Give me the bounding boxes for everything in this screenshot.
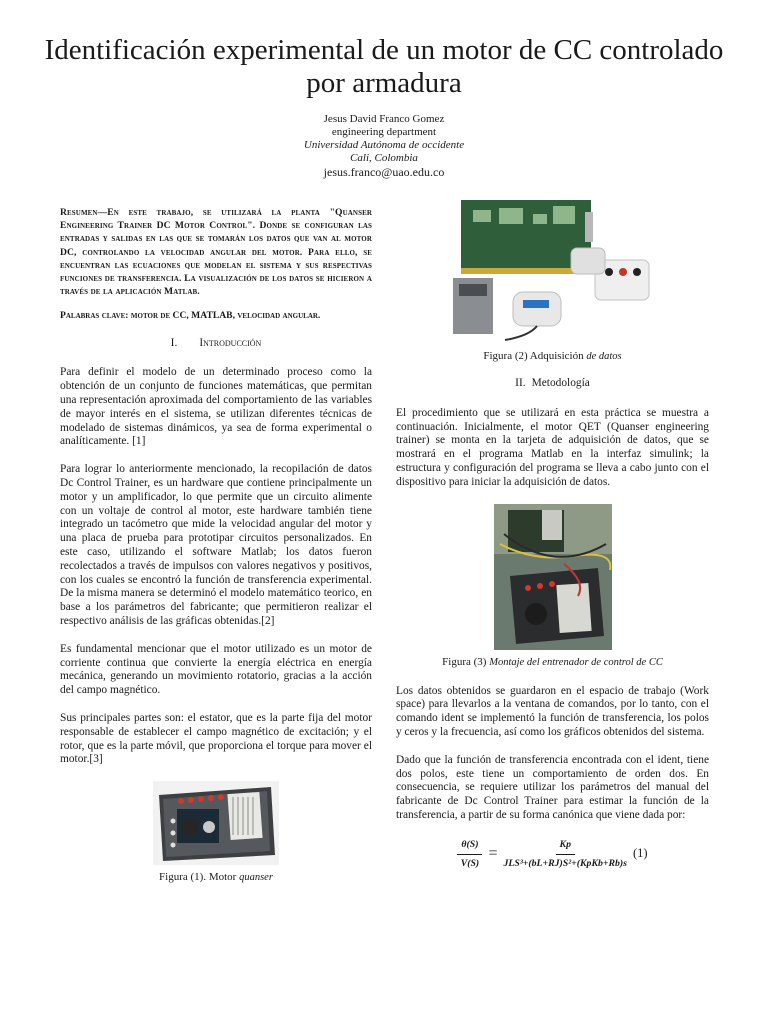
author-block bbox=[184, 113, 584, 179]
equation-lhs-numerator: θ(S) bbox=[457, 838, 482, 855]
equation-lhs-denominator: V(S) bbox=[460, 857, 480, 869]
transfer-function-equation bbox=[396, 837, 709, 871]
section-number: II. bbox=[515, 377, 526, 389]
figure-2-caption bbox=[396, 350, 709, 363]
author-email[interactable]: jesus.franco@uao.edu.co bbox=[323, 165, 445, 179]
equation-rhs bbox=[504, 838, 627, 871]
intro-paragraph-4: Sus principales partes son: el estator, que es la parte fija del motor responsable de establecer el campo magnético de excitación; y el rotor, que es la parte móvil, que proporciona el torque para mover el motor.[3] bbox=[60, 711, 372, 766]
section-title: Metodología bbox=[531, 377, 590, 389]
method-paragraph-2: Los datos obtenidos se guardaron en el espacio de trabajo (Work space) para llevarlos a la ventana de comandos, por lo tanto, con el comando ident se implementó la función de transferencia, los polos y ceros y la frecuencia, así como los gráficos obtenidos del sistema. bbox=[396, 684, 709, 738]
section-title: Introducción bbox=[199, 336, 262, 349]
figure-1-caption bbox=[60, 871, 372, 884]
caption-label: Figura (1). Motor bbox=[159, 871, 237, 884]
trainer-setup-photo bbox=[494, 504, 612, 650]
section-heading-intro bbox=[60, 337, 372, 351]
left-column bbox=[60, 206, 372, 884]
figure-3-caption bbox=[396, 656, 709, 669]
method-paragraph-1: El procedimiento que se utilizará en esta práctica se muestra a continuación. Inicialmente, el motor QET (Quanser engineering trainer) se monta en la tarjeta de adquisición de datos, que se mostrará en el programa Matlab en la interfaz simulink; la estructura y configuración del programa se lleva a cabo junto con el dispositivo para iniciar la adquisición de datos. bbox=[396, 406, 709, 488]
equation-rhs-denominator: JLS³+(bL+RJ)S²+(KpKb+Rb)s bbox=[503, 857, 627, 869]
figure-2 bbox=[396, 200, 709, 363]
intro-paragraph-3: Es fundamental mencionar que el motor utilizado es un motor de corriente continua que convierte la energía eléctrica en energía mecánica, generando un movimiento rotatorio, gracias a la acción del campo magnético. bbox=[60, 642, 372, 697]
author-name: Jesus David Franco Gomez bbox=[323, 113, 445, 125]
caption-label: Figura (2) Adquisición bbox=[483, 350, 584, 362]
abstract: Resumen—En este trabajo, se utilizará la planta "Quanser Engineering Trainer DC Motor Control". Donde se configuran las entradas y salidas en las que se tomarán los datos que van al motor DC, controlando la velocidad angular del motor. Para ello, se encuentran las ecuaciones que modelan el sistema y sus respectivas funciones de transferencia. La visualización de los datos se hicieron a través de la aplicación Matlab. bbox=[60, 207, 372, 298]
intro-paragraph-1: Para definir el modelo de un determinado proceso como la obtención de un conjunto de funciones matemáticas, que permitan una representación aproximada del comportamiento de las variables de mayor interés en el sistema, se utilizan diferentes técnicas de modelado de sistemas dinámicos, ya sea de forma experimental o analíticamente. [1] bbox=[60, 366, 372, 448]
intro-paragraph-2: Para lograr lo anteriormente mencionado, la recopilación de datos Dc Control Trainer, es un hardware que contiene principalmente un motor y un amplificador, lo que permite que un circuito alimente con un voltaje de control al motor, este hardware también tiene integrado un tacómetro que mide la velocidad angular del motor y una placa de prueba para prototipar circuitos personalizados. En este caso, utilizando el software Matlab; los datos fueron recolectados a través de impulsos con valores negativos y positivos, con los cuales se encontró la función de transferencia experimental. De la misma manera se determinó el modelo matemático teorico, en base a los parámetros del fabricante; que permitieron realizar el respectivo análisis de las gráficas obtenidas.[2] bbox=[60, 463, 372, 627]
equation-number: (1) bbox=[632, 846, 648, 861]
author-city: Cali, Colombia bbox=[350, 152, 418, 164]
equals-sign: = bbox=[488, 845, 498, 863]
figure-1 bbox=[60, 781, 372, 884]
caption-emphasis: Montaje del entrenador de control de CC bbox=[489, 656, 663, 668]
author-university: Universidad Autónoma de occidente bbox=[303, 139, 465, 151]
caption-emphasis: de datos bbox=[586, 351, 622, 362]
data-acquisition-photo bbox=[453, 200, 653, 344]
section-heading-method bbox=[396, 377, 709, 391]
author-department: engineering department bbox=[331, 126, 437, 138]
equation-lhs bbox=[457, 838, 482, 871]
section-number: I. bbox=[170, 336, 178, 349]
caption-label: Figura (3) bbox=[442, 655, 487, 668]
caption-emphasis: quanser bbox=[239, 872, 273, 884]
quanser-motor-photo bbox=[153, 781, 279, 865]
method-paragraph-3: Dado que la función de transferencia encontrada con el ident, tiene dos polos, este tiene un comportamiento de orden dos. En consecuencia, se requiere utilizar los parámetros del manual del fabricante de Dc Control Trainer para estimar la función de la transferencia, a partir de su forma canónica que viene dada por: bbox=[396, 753, 709, 821]
equation-rhs-numerator: Kp bbox=[556, 838, 575, 855]
keywords: Palabras clave: motor de CC, MATLAB, velocidad angular. bbox=[60, 310, 321, 322]
paper-title: Identificación experimental de un motor de CC controlado por armadura bbox=[44, 34, 724, 99]
figure-3 bbox=[396, 504, 709, 669]
right-column bbox=[396, 206, 709, 870]
